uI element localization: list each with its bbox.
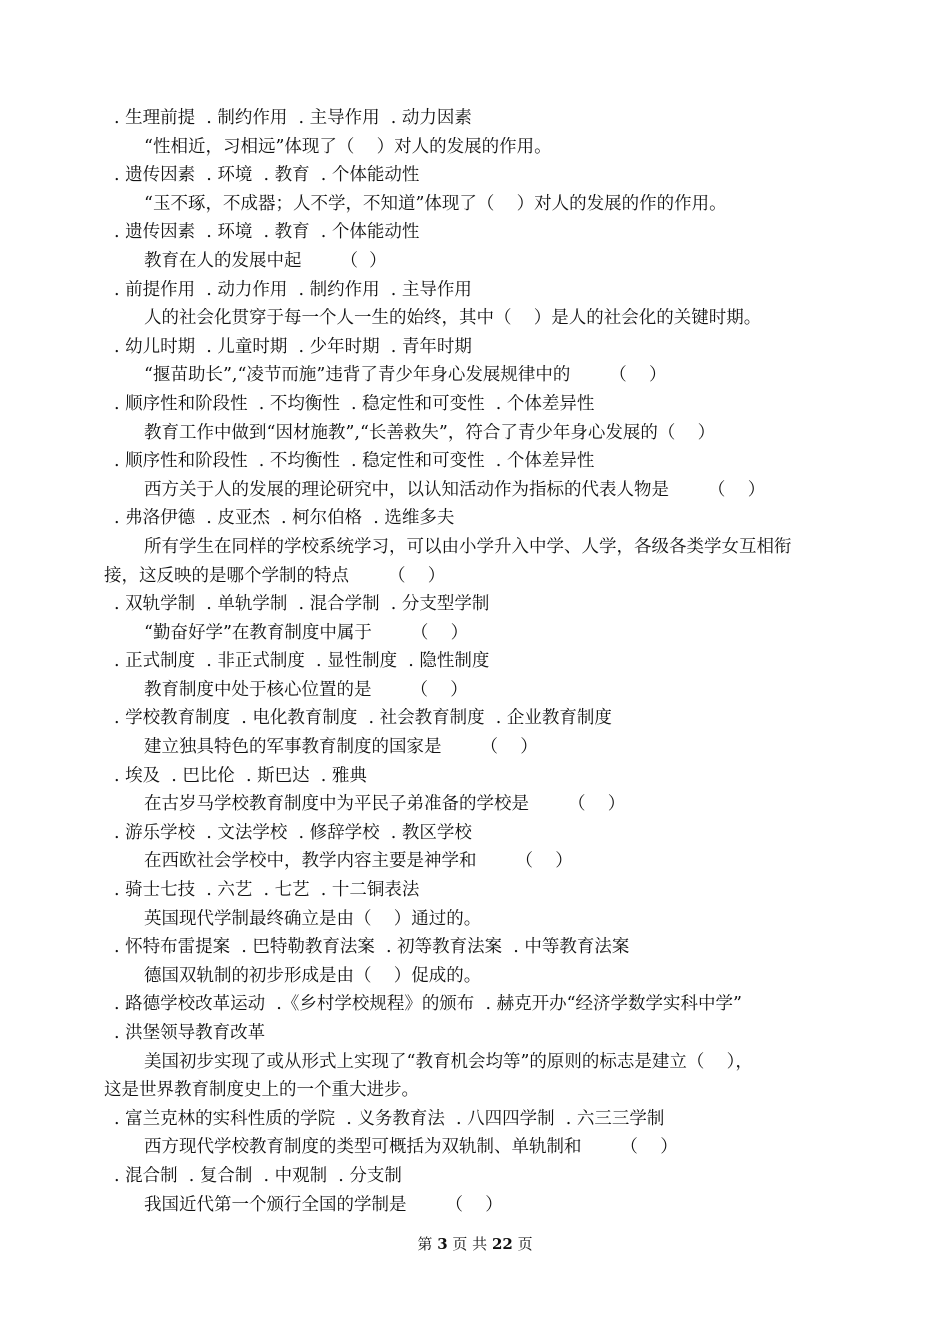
answer-options: . 顺序性和阶段性 . 不均衡性 . 稳定性和可变性 . 个体差异性 — [114, 451, 595, 472]
answer-options: . 富兰克林的实科性质的学院 . 义务教育法 . 八四四学制 . 六三三学制 — [114, 1108, 665, 1129]
question-text: 教育工作中做到“因材施教”,“长善救失”，符合了青少年身心发展的（ ） — [144, 422, 716, 443]
footer-middle: 页 共 — [447, 1235, 492, 1253]
answer-options: . 顺序性和阶段性 . 不均衡性 . 稳定性和可变性 . 个体差异性 — [114, 393, 595, 414]
question-text: 在西欧社会学校中，教学内容主要是神学和 （ ） — [144, 851, 573, 872]
question-text: “揠苗助长”,“凌节而施”违背了青少年身心发展规律中的 （ ） — [144, 365, 667, 386]
answer-options: . 骑士七技 . 六艺 . 七艺 . 十二铜表法 — [114, 880, 420, 901]
answer-options: . 埃及 . 巴比伦 . 斯巴达 . 雅典 — [114, 765, 367, 786]
footer-prefix: 第 — [417, 1235, 438, 1253]
question-list — [104, 104, 854, 1219]
question-text: 人的社会化贯穿于每一个人一生的始终，其中（ ）是人的社会化的关键时期。 — [144, 308, 762, 329]
footer-page-number: 3 — [437, 1235, 448, 1253]
question-text: “玉不琢，不成器；人不学，不知道”体现了（ ）对人的发展的作的作用。 — [144, 193, 727, 214]
answer-options: . 幼儿时期 . 儿童时期 . 少年时期 . 青年时期 — [114, 336, 472, 357]
question-continuation: 接，这反映的是哪个学制的特点 （ ） — [104, 565, 446, 586]
answer-options: . 弗洛伊德 . 皮亚杰 . 柯尔伯格 . 选维多夫 — [114, 508, 455, 529]
question-text: 西方现代学校教育制度的类型可概括为双轨制、单轨制和 （ ） — [144, 1137, 678, 1158]
question-text: “勤奋好学”在教育制度中属于 （ ） — [144, 622, 469, 643]
answer-options: . 生理前提 . 制约作用 . 主导作用 . 动力因素 — [114, 108, 472, 128]
question-text: 所有学生在同样的学校系统学习，可以由小学升入中学、人学，各级各类学女互相衔 — [144, 536, 792, 557]
question-text: 在古岁马学校教育制度中为平民子弟准备的学校是 （ ） — [144, 794, 626, 815]
question-text: 英国现代学制最终确立是由（ ）通过的。 — [144, 908, 482, 929]
answer-options: . 路德学校改革运动 .《乡村学校规程》的颁布 . 赫克开办“经济学数学实科中学” — [114, 994, 742, 1015]
answer-options: . 正式制度 . 非正式制度 . 显性制度 . 隐性制度 — [114, 651, 490, 672]
answer-options: . 混合制 . 复合制 . 中观制 . 分支制 — [114, 1165, 402, 1186]
question-text: “性相近，习相远”体现了（ ）对人的发展的作用。 — [144, 136, 552, 157]
answer-options: . 遗传因素 . 环境 . 教育 . 个体能动性 — [114, 165, 420, 186]
question-text: 教育在人的发展中起 （ ） — [144, 250, 387, 271]
answer-options: . 怀特布雷提案 . 巴特勒教育法案 . 初等教育法案 . 中等教育法案 — [114, 937, 630, 958]
question-text: 建立独具特色的军事教育制度的国家是 （ ） — [144, 737, 538, 758]
answer-options: . 前提作用 . 动力作用 . 制约作用 . 主导作用 — [114, 279, 472, 300]
answer-options: . 学校教育制度 . 电化教育制度 . 社会教育制度 . 企业教育制度 — [114, 708, 612, 729]
footer-suffix: 页 — [512, 1235, 533, 1253]
question-text: 德国双轨制的初步形成是由（ ）促成的。 — [144, 965, 482, 986]
question-continuation: 这是世界教育制度史上的一个重大进步。 — [104, 1080, 419, 1101]
question-text: 西方关于人的发展的理论研究中，以认知活动作为指标的代表人物是 （ ） — [144, 479, 766, 500]
answer-options: . 游乐学校 . 文法学校 . 修辞学校 . 教区学校 — [114, 822, 472, 843]
answer-options: . 洪堡领导教育改革 — [114, 1023, 266, 1043]
question-text: 美国初步实现了或从形式上实现了“教育机会均等”的原则的标志是建立（ ）， — [144, 1051, 753, 1072]
question-text: 我国近代第一个颁行全国的学制是 （ ） — [144, 1194, 503, 1215]
question-text: 教育制度中处于核心位置的是 （ ） — [144, 679, 468, 700]
footer-total-pages: 22 — [491, 1235, 513, 1253]
page-footer — [0, 1234, 950, 1254]
answer-options: . 遗传因素 . 环境 . 教育 . 个体能动性 — [114, 222, 420, 243]
answer-options: . 双轨学制 . 单轨学制 . 混合学制 . 分支型学制 — [114, 594, 490, 615]
